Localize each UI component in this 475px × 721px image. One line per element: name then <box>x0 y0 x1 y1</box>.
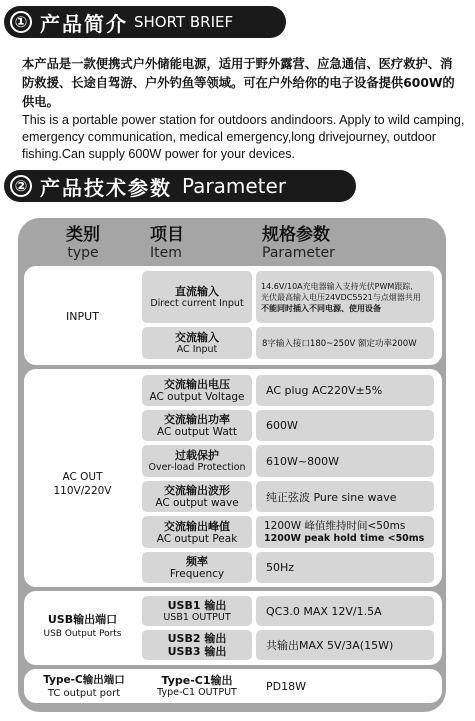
section-title-zh: 产品简介 <box>40 11 128 36</box>
header-item: 项目 Item <box>150 225 184 261</box>
usb1-item: USB1 输出 USB1 OUTPUT <box>142 596 252 626</box>
frequency-spec: 50Hz <box>256 552 434 583</box>
section-title-en: Parameter <box>182 174 287 198</box>
ac-voltage-item: 交流输出电压 AC output Voltage <box>142 375 252 406</box>
ac-out-group-label: AC OUT 110V/220V <box>53 471 112 497</box>
usb23-item: USB2 输出 USB3 输出 <box>142 630 252 660</box>
usb23-spec: 共输出MAX 5V/3A(15W) <box>256 630 434 660</box>
typec-spec: PD18W <box>266 679 306 693</box>
usb1-spec: QC3.0 MAX 12V/1.5A <box>256 596 434 626</box>
intro-chinese: 本产品是一款便携式户外储能电源，适用于野外露营、应急通信、医疗救护、消防救援、长途自驾游、户外钓鱼等领域。可在户外给你的电子设备提供600W的供电。 <box>22 57 455 109</box>
dc-input-spec: 14.6V/10A充电器输入支持光伏PWM跟踪, 光伏最高输入电压24VDC5521与点烟器共用 不能同时插入不同电源、使用设备 <box>256 271 434 323</box>
ac-voltage-spec: AC plug AC220V±5% <box>256 375 434 406</box>
section-title-en: SHORT BRIEF <box>134 13 234 31</box>
ac-input-item: 交流输入 AC Input <box>142 327 252 359</box>
header-parameter: 规格参数 Parameter <box>262 225 335 261</box>
section-number: ② <box>10 175 32 197</box>
ac-watt-spec: 600W <box>256 410 434 441</box>
ac-peak-item: 交流输出峰值 AC output Peak <box>142 516 252 548</box>
ac-peak-spec: 1200W 峰值维持时间<50ms 1200W peak hold time <50ms <box>256 516 434 548</box>
ac-wave-item: 交流输出波形 AC output wave <box>142 481 252 512</box>
ac-wave-spec: 纯正弦波 Pure sine wave <box>256 481 434 512</box>
section-banner-parameter <box>4 170 356 202</box>
section-title-zh: 产品技术参数 <box>40 175 172 200</box>
typec-item: Type-C1输出 Type-C1 OUTPUT <box>157 673 237 698</box>
ac-input-spec: 8字输入接口180~250V 额定功率200W <box>256 327 434 359</box>
header-type: 类别 type <box>66 225 100 261</box>
intro-english: This is a portable power station for outdoors andindoors. Apply to wild camping, emergency communication, medical emergency,long drivejourney, outdoor fishing.Can supply 600W power for your devices. <box>22 113 465 161</box>
frequency-item: 频率 Frequency <box>142 552 252 583</box>
overload-item: 过载保护 Over-load Protection <box>142 445 252 477</box>
section-number: ① <box>10 11 32 33</box>
section-banner-brief <box>4 6 286 38</box>
dc-input-item: 直流输入 Direct current Input <box>142 271 252 323</box>
input-group-label: INPUT <box>66 310 99 323</box>
typec-group-label: Type-C输出端口 TC output port <box>43 674 125 699</box>
ac-watt-item: 交流输出功率 AC output Watt <box>142 410 252 441</box>
usb-group-label: USB输出端口 USB Output Ports <box>43 613 122 639</box>
overload-spec: 610W~800W <box>256 445 434 477</box>
